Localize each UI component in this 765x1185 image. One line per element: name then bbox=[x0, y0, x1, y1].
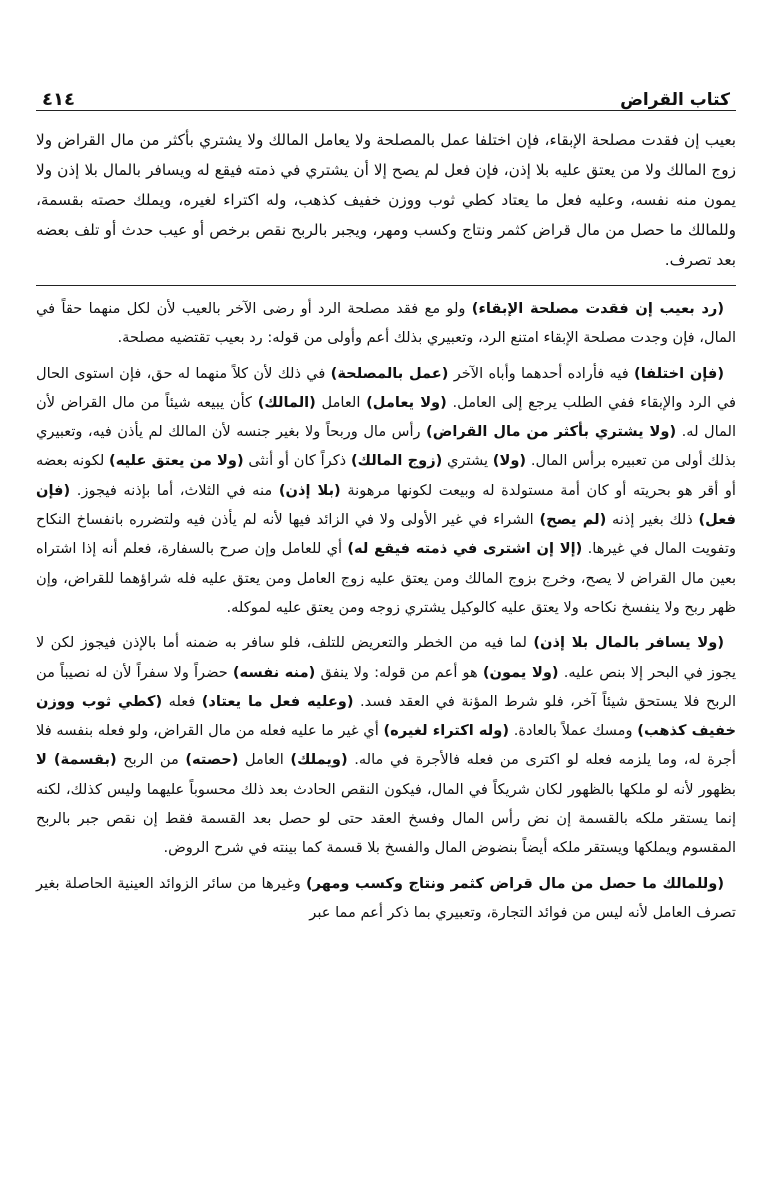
commentary-text: يشتري bbox=[442, 452, 493, 470]
commentary-text: وغيرها من سائر الزوائد العينية الحاصلة بغير تصرف العامل لأنه ليس من فوائد التجارة، وتعبيري بما ذكر أعم مما عبر bbox=[36, 874, 736, 921]
commentary-text: فعله bbox=[162, 692, 202, 710]
quoted-phrase: (كطي ثوب ووزن خفيف كذهب) bbox=[36, 692, 737, 740]
quoted-phrase: (وله اكتراء لغيره) bbox=[383, 722, 510, 740]
commentary-text: الشراء في غير الأولى ولا في الزائد فيها لأنه لم يأذن فيه ولتضرره بانفساخ النكاح وتفويت المال في غيرها. bbox=[36, 511, 736, 558]
quoted-phrase: (بلا إذن) bbox=[278, 481, 341, 499]
commentary-text: فيه فأراده أحدهما وأباه الآخر bbox=[448, 364, 635, 382]
quoted-phrase: (فإن اختلفا) bbox=[634, 364, 725, 382]
book-page bbox=[36, 82, 736, 933]
quoted-phrase: (ولا من يعتق عليه) bbox=[109, 452, 244, 470]
commentary-paragraph bbox=[36, 359, 736, 623]
commentary-text: في ذلك لأن كلاً منهما له حق، فإن استوى الحال في الرد والإبقاء ففي الطلب يرجع إلى العامل. bbox=[36, 364, 737, 411]
commentary-text: بظهور لأنه لو ملكها بالظهور لكان شريكاً في المال، فيكون النقص الحادث بعد ذلك محسوباً عليهما وليس كذلك، لكنه إنما يستقر ملكه بالقسمة إن نض رأس المال وفسخ العقد حتى لو حصل بعد القسمة فقط إن نقص جبر بالربح المقسوم ويملكها ويستقر ملكه أيضاً بنضوض المال والفسخ بلا قسمة كما بينته في شرح الروض. bbox=[36, 780, 736, 857]
quoted-phrase: (زوج المالك) bbox=[350, 452, 443, 470]
quoted-phrase: (رد بعيب إن فقدت مصلحة الإبقاء) bbox=[471, 300, 724, 317]
commentary-text: منه في الثلاث، أما بإذنه فيجوز. bbox=[70, 481, 279, 499]
quoted-phrase: (بقسمة) لا bbox=[36, 751, 117, 769]
commentary-text: لما فيه من الخطر والتعريض للتلف، فلو سافر به ضمنه أما بالإذن فيجوز لكن لا يجوز في البحر إلا بنص عليه. bbox=[36, 634, 737, 681]
commentary-paragraph bbox=[36, 869, 736, 928]
quoted-phrase: (ولا يمون) bbox=[482, 663, 559, 681]
quoted-phrase: (المالك) bbox=[257, 393, 316, 411]
main-text: بعيب إن فقدت مصلحة الإبقاء، فإن اختلفا عمل بالمصلحة ولا يعامل المالك ولا يشتري بأكثر من مال القراض ولا زوج المالك ولا من يعتق عليه بلا إذن، فإن فعل لم يصح إلا أن يشتري في ذمته فيقع له ويسافر بالمال بلا إذن ولا يمون منه نفسه، وعليه فعل ما يعتاد كطي ثوب ووزن خفيف كذهب، وله اكتراء لغيره، ويملك حصته بقسمة، وللمالك ما حصل من مال قراض كثمر ونتاج وكسب ومهر، ويجبر بالربح نقص برخص أو عيب حدث أو تلف بعضه بعد تصرف. bbox=[36, 131, 736, 269]
book-title: كتاب القراض bbox=[620, 90, 730, 110]
page-number: ٤١٤ bbox=[42, 89, 75, 110]
quoted-phrase: (وعليه فعل ما يعتاد) bbox=[201, 692, 354, 710]
commentary-paragraph bbox=[36, 628, 736, 862]
commentary-text: كأن يبيعه شيئاً من مال القراض لأن المال له. bbox=[36, 393, 736, 441]
quoted-phrase: (ولا يسافر بالمال بلا إذن) bbox=[533, 634, 724, 652]
commentary-text: هو أعم من قوله: ولا ينفق bbox=[315, 663, 483, 681]
commentary-text: ذلك بغير إذنه bbox=[606, 511, 699, 529]
commentary-text: أي غير ما عليه فعله من مال القراض، ولو فعله بنفسه فلا أجرة له، وما يلزمه فعله لو اكترى من فعله فالأجرة في ماله. bbox=[36, 722, 736, 769]
commentary-text: لكونه بعضه أو أقر هو بحريته أو كان أمة مستولدة له وبيعت لكونها مرهونة bbox=[36, 452, 736, 499]
commentary-text: ومسك عملاً بالعادة. bbox=[509, 722, 638, 740]
commentary-text: رأس مال وربحاً ولا بغير جنسه لأن المالك لم يأذن فيه، وتعبيري بذلك أولى من تعبيره برأس المال. bbox=[36, 423, 736, 470]
commentary-text: العامل bbox=[315, 393, 367, 411]
quoted-phrase: (لم يصح) bbox=[539, 511, 607, 529]
section-divider bbox=[36, 285, 736, 286]
quoted-phrase: (إلا إن اشترى في ذمته فيقع له) bbox=[347, 540, 583, 558]
commentary-text: ولو مع فقد مصلحة الرد أو رضى الآخر بالعيب لأن لكل منهما حقاً في المال، فإن وجدت مصلحة الإبقاء امتنع الرد، وتعبيري بذلك أعم وأولى من قوله: رد بعيب تقتضيه مصلحة. bbox=[36, 300, 736, 347]
commentary-text: أي للعامل وإن صرح بالسفارة، فعلم أنه إذا اشتراه بعين مال القراض لا يصح، وخرج بزوج المالك ومن يعتق عليه زوج العامل ومن يعتق عليه فله شراؤهما للقراض، وإن ظهر ربح ولا ينفسخ نكاحه ولا يعتق عليه كالوكيل يشتري زوجه ومن يعتق عليه لموكله. bbox=[36, 540, 736, 616]
commentary-text: حضراً ولا سفراً لأن له نصيباً من الربح فلا يستحق شيئاً آخر، فلو شرط المؤنة في العقد فسد. bbox=[36, 663, 737, 710]
running-header bbox=[36, 82, 736, 111]
commentary-text: العامل bbox=[238, 751, 291, 769]
quoted-phrase: (منه نفسه) bbox=[232, 663, 316, 681]
quoted-phrase: (عمل بالمصلحة) bbox=[330, 364, 449, 382]
commentary-text: ذكراً كان أو أنثى bbox=[243, 452, 351, 470]
commentary-text: من الربح bbox=[116, 751, 186, 769]
commentary bbox=[36, 294, 736, 927]
quoted-phrase: (ويملك) bbox=[290, 751, 348, 769]
quoted-phrase: (ولا يعامل) bbox=[366, 393, 447, 411]
quoted-phrase: (وللمالك ما حصل من مال قراض كثمر ونتاج وكسب ومهر) bbox=[305, 874, 724, 892]
quoted-phrase: (ولا يشتري بأكثر من مال القراض) bbox=[426, 423, 677, 441]
commentary-paragraph bbox=[36, 294, 736, 353]
quoted-phrase: (حصته) bbox=[185, 751, 239, 769]
quoted-phrase: (ولا) bbox=[492, 452, 527, 470]
quoted-phrase: (فإن فعل) bbox=[36, 481, 736, 529]
